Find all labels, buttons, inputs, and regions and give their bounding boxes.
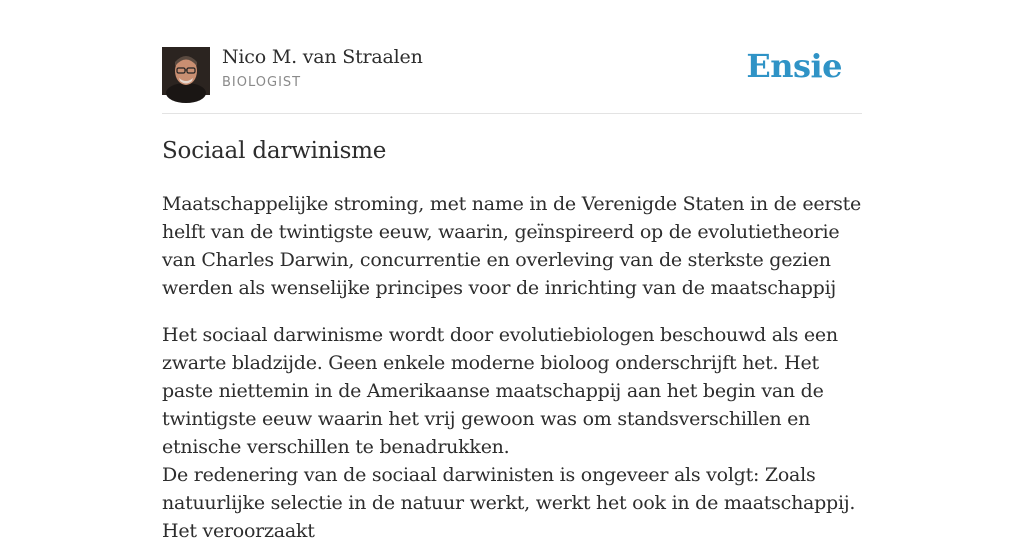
article-paragraph: De redenering van de sociaal darwinisten is ongeveer als volgt: Zoals natuurlijke selectie in de natuur werkt, werkt het ook in de maatschappij. Het veroorzaakt <box>162 464 856 542</box>
author-avatar[interactable] <box>162 47 210 95</box>
article-summary: Maatschappelijke stroming, met name in de Verenigde Staten in de eerste helft van de twintigste eeuw, waarin, geïnspireerd op de evolutietheorie van Charles Darwin, concurrentie en overleving van de sterkste gezien werden als wenselijke principes voor de inrichting van de maatschappij <box>162 193 862 299</box>
author-header <box>162 0 862 114</box>
article-container <box>162 0 862 542</box>
article-paragraph: Het sociaal darwinisme wordt door evolutiebiologen beschouwd als een zwarte bladzijde. Geen enkele moderne bioloog onderschrijft het. Het paste niettemin in de Amerikaanse maatschappij aan het begin van de twintigste eeuw waarin het vrij gewoon was om standsverschillen en etnische verschillen te benadrukken. <box>162 324 838 458</box>
brand-logo[interactable]: Ensie <box>746 47 842 85</box>
article-title: Sociaal darwinisme <box>162 138 387 164</box>
avatar-portrait-icon <box>162 47 210 95</box>
author-name[interactable]: Nico M. van Straalen <box>222 46 423 68</box>
author-role: BIOLOGIST <box>222 75 302 90</box>
